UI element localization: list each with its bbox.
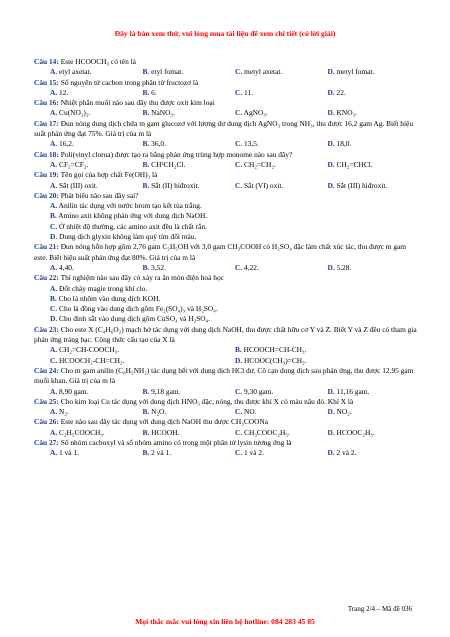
options-line bbox=[34, 304, 420, 314]
option-text: HCOOCH₂-CH=CH₂. bbox=[59, 355, 125, 365]
answer-option[interactable] bbox=[50, 222, 207, 231]
option-text: CF₂=CF₂. bbox=[59, 159, 89, 169]
option-letter: C. bbox=[50, 355, 58, 365]
options-row bbox=[34, 108, 420, 118]
options-row bbox=[34, 88, 420, 98]
options-row bbox=[34, 139, 420, 149]
question-text: Đun nóng hỗn hợp gồm 2,76 gam C₂H₅OH với 3,0 gam CH₃COOH có H₂SO₄ đặc làm chất xúc tác, thu được m gam este. Biết hiệu suất phản ứng đạt 80%. Giá trị của m là bbox=[34, 242, 407, 262]
option-letter: D. bbox=[327, 262, 335, 272]
question-stem bbox=[34, 150, 420, 160]
answer-option[interactable] bbox=[50, 387, 143, 397]
option-text: Cu(NO₃)₂. bbox=[59, 108, 91, 118]
option-letter: C. bbox=[235, 427, 243, 437]
option-text: NO. bbox=[244, 407, 257, 417]
answer-option[interactable] bbox=[50, 181, 143, 191]
option-text: 4,40. bbox=[59, 262, 74, 272]
option-text: N₂. bbox=[59, 407, 69, 417]
question-text: Cho este X (C₄H₆O₂) mạch hở tác dụng với dung dịch NaOH, thu được chất hữu cơ Y và Z. Biết Y và Z đều có tham gia phản ứng tráng bạc. Công thức cấu tạo của X là bbox=[34, 324, 417, 345]
question-label: Câu 17: bbox=[34, 118, 59, 128]
answer-option[interactable] bbox=[50, 356, 235, 366]
question-stem bbox=[34, 119, 420, 140]
answer-option[interactable] bbox=[235, 448, 328, 458]
option-letter: B. bbox=[142, 407, 150, 417]
option-text: CH³CH₂Cl. bbox=[151, 159, 186, 169]
answer-option[interactable] bbox=[50, 232, 196, 241]
option-letter: D. bbox=[327, 448, 335, 458]
question-23 bbox=[34, 325, 420, 366]
answer-option[interactable] bbox=[235, 139, 328, 149]
option-letter: D. bbox=[327, 159, 335, 169]
page-number: Trang 2/4 – Mã đề 036 bbox=[347, 605, 412, 613]
question-19 bbox=[34, 170, 420, 191]
option-text: Anilin tác dụng với nước brom tạo kết tủa trắng. bbox=[58, 201, 202, 211]
option-letter: D. bbox=[50, 314, 58, 324]
answer-option[interactable] bbox=[235, 263, 328, 273]
option-text: 13,5. bbox=[244, 139, 259, 149]
answer-option[interactable] bbox=[50, 67, 143, 77]
question-label: Câu 24: bbox=[34, 365, 59, 375]
option-letter: A. bbox=[50, 201, 58, 211]
option-letter: B. bbox=[142, 427, 150, 437]
answer-option[interactable] bbox=[143, 428, 236, 438]
option-text: NaNO₃. bbox=[151, 108, 175, 118]
option-letter: A. bbox=[50, 87, 58, 97]
question-24 bbox=[34, 366, 420, 397]
option-text: Đốt cháy magie trong khí clo. bbox=[59, 283, 148, 293]
option-letter: C. bbox=[235, 139, 243, 149]
options-row bbox=[34, 356, 420, 366]
question-stem bbox=[34, 98, 420, 108]
answer-option[interactable] bbox=[50, 448, 143, 458]
option-letter: A. bbox=[50, 139, 58, 149]
option-text: KNO₃. bbox=[336, 108, 357, 118]
option-text: 16,2. bbox=[59, 139, 74, 149]
question-15 bbox=[34, 78, 420, 99]
option-text: Sắt (VI) oxit. bbox=[244, 180, 284, 190]
option-letter: C. bbox=[235, 262, 243, 272]
answer-option[interactable] bbox=[235, 160, 328, 170]
option-text: 12. bbox=[59, 87, 69, 97]
answer-option[interactable] bbox=[328, 387, 421, 397]
option-letter: D. bbox=[235, 355, 243, 365]
option-letter: B. bbox=[142, 87, 150, 97]
option-text: Sắt (II) hiđroxit. bbox=[151, 180, 200, 190]
answer-option[interactable] bbox=[143, 181, 236, 191]
options-row bbox=[34, 345, 420, 355]
option-letter: B. bbox=[50, 293, 57, 303]
question-text: Este nào sau đây tác dụng với dung dịch NaOH thu được CH₃COONa bbox=[60, 417, 269, 427]
options-line bbox=[34, 232, 420, 242]
option-letter: A. bbox=[50, 345, 58, 355]
option-letter: A. bbox=[50, 180, 58, 190]
option-letter: D. bbox=[327, 67, 335, 77]
options-row bbox=[34, 181, 420, 191]
option-text: 36,0. bbox=[151, 139, 166, 149]
options-row bbox=[34, 428, 420, 438]
option-letter: C. bbox=[235, 159, 243, 169]
options-row bbox=[34, 407, 420, 417]
option-text: 2 và 2. bbox=[336, 448, 357, 458]
option-letter: A. bbox=[50, 427, 58, 437]
option-text: 2 và 1. bbox=[151, 448, 172, 458]
option-text: Ở nhiệt độ thường, các amino axit đều là chất rắn. bbox=[59, 221, 207, 231]
option-letter: D. bbox=[327, 87, 335, 97]
options-row bbox=[34, 448, 420, 458]
question-label: Câu 14: bbox=[34, 57, 59, 66]
options-line bbox=[34, 211, 420, 221]
option-text: etyl fomat. bbox=[151, 67, 184, 77]
options-row bbox=[34, 67, 420, 77]
answer-option[interactable] bbox=[143, 67, 236, 77]
option-letter: A. bbox=[50, 262, 58, 272]
question-stem bbox=[34, 170, 420, 180]
question-label: Câu 26: bbox=[34, 417, 59, 427]
question-26 bbox=[34, 417, 420, 438]
answer-option[interactable] bbox=[235, 387, 328, 397]
option-letter: B. bbox=[235, 345, 242, 355]
option-text: 11. bbox=[244, 87, 254, 97]
answer-option[interactable] bbox=[328, 448, 421, 458]
answer-option[interactable] bbox=[235, 428, 328, 438]
question-label: Câu 18: bbox=[34, 149, 59, 159]
question-label: Câu 19: bbox=[34, 170, 59, 180]
answer-option[interactable] bbox=[50, 407, 143, 417]
answer-option[interactable] bbox=[328, 263, 421, 273]
option-text: Sắt (III) oxit. bbox=[59, 180, 98, 190]
option-text: 11,16 gam. bbox=[336, 386, 370, 396]
answer-option[interactable] bbox=[328, 160, 421, 170]
question-text: Cho kim loại Cu tác dụng với dung dịch HNO₃ đặc, nóng, thu được khí X có màu nâu đỏ. Khí X là bbox=[60, 396, 354, 406]
option-letter: B. bbox=[50, 211, 57, 221]
option-text: Amino axit không phản ứng với dung dịch NaOH. bbox=[58, 211, 208, 221]
question-stem bbox=[34, 242, 420, 263]
answer-option[interactable] bbox=[143, 139, 236, 149]
answer-option[interactable] bbox=[50, 263, 143, 273]
option-text: 1 và 1. bbox=[59, 448, 79, 458]
question-label: Câu 25: bbox=[34, 396, 59, 406]
option-letter: D. bbox=[327, 139, 335, 149]
question-label: Câu 22: bbox=[34, 273, 59, 283]
question-text: Poli(vinyl clorua) được tạo ra bằng phản ứng trùng hợp monome nào sau đây? bbox=[60, 149, 293, 159]
question-16 bbox=[34, 98, 420, 119]
answer-option[interactable] bbox=[328, 67, 421, 77]
answer-option[interactable] bbox=[328, 108, 421, 118]
option-text: 9,30 gam. bbox=[244, 386, 274, 396]
answer-option[interactable] bbox=[50, 294, 160, 303]
option-letter: B. bbox=[142, 448, 150, 458]
option-letter: A. bbox=[50, 448, 58, 458]
options-line bbox=[34, 284, 420, 294]
option-text: 18,0. bbox=[336, 139, 352, 149]
question-text: Cho m gam anilin (C₆H₅NH₂) tác dụng hết với dung dịch HCl dư. Cô cạn dung dịch sau phản ứng, thu được 12,95 gam muối khan. Giá trị của m là bbox=[34, 365, 414, 386]
question-stem bbox=[34, 191, 420, 201]
answer-option[interactable] bbox=[328, 88, 421, 98]
question-text: Đun nóng dung dịch chứa m gam glucozơ với lượng dư dung dịch AgNO₃ trong NH₃, thu được 16,2 gam Ag. Biết hiệu suất phản ứng đạt 75%. Giá trị của m là bbox=[34, 118, 414, 139]
question-label: Câu 21: bbox=[34, 242, 59, 252]
option-text: HCOOH. bbox=[151, 427, 180, 437]
option-text: HCOOC(CH₃)=CH₂. bbox=[244, 355, 307, 365]
option-letter: C. bbox=[235, 108, 243, 118]
options-line bbox=[34, 201, 420, 211]
answer-option[interactable] bbox=[50, 428, 143, 438]
answer-option[interactable] bbox=[328, 139, 421, 149]
option-text: N₂O. bbox=[151, 407, 167, 417]
answer-option[interactable] bbox=[235, 181, 328, 191]
option-letter: C. bbox=[235, 67, 243, 77]
answer-option[interactable] bbox=[50, 160, 143, 170]
answer-option[interactable] bbox=[328, 407, 421, 417]
question-text: Số nguyên tử cacbon trong phân tử fructozơ là bbox=[60, 77, 199, 87]
question-text: Số nhóm cacboxyl và số nhóm amino có trong một phân tử lysin tương ứng là bbox=[60, 437, 292, 447]
answer-option[interactable] bbox=[50, 304, 218, 313]
question-21 bbox=[34, 242, 420, 273]
question-stem bbox=[34, 273, 420, 283]
question-stem bbox=[34, 397, 420, 407]
answer-option[interactable] bbox=[143, 108, 236, 118]
question-list bbox=[34, 57, 420, 459]
option-text: C₂H₅COOCH₃. bbox=[59, 427, 105, 437]
option-text: CH₂=CH-COOCH₃. bbox=[59, 345, 120, 355]
question-stem bbox=[34, 417, 420, 427]
preview-notice: Đây là bản xem thử, vui lòng mua tài liệu để xem chi tiết (có lời giải) bbox=[114, 29, 336, 38]
question-text: Nhiệt phân muối nào sau đây thu được oxit kim loại bbox=[60, 98, 215, 108]
option-text: NO₂. bbox=[336, 407, 352, 417]
option-letter: C. bbox=[235, 407, 243, 417]
question-label: Câu 16: bbox=[34, 98, 59, 108]
hotline-notice: Mọi thắc mắc vui lòng xin liên hệ hotline: 084 283 45 85 bbox=[135, 617, 315, 626]
option-text: AgNO₃. bbox=[243, 108, 268, 118]
options-line bbox=[34, 294, 420, 304]
answer-option[interactable] bbox=[235, 407, 328, 417]
option-text: CH₂=CHCl. bbox=[336, 159, 373, 169]
options-row bbox=[34, 387, 420, 397]
question-27 bbox=[34, 438, 420, 459]
answer-option[interactable] bbox=[50, 211, 207, 220]
option-letter: D. bbox=[327, 108, 335, 118]
answer-option[interactable] bbox=[50, 345, 235, 355]
question-text: Tên gọi của hợp chất Fe(OH)₃ là bbox=[60, 170, 158, 180]
answer-option[interactable] bbox=[235, 108, 328, 118]
option-text: Sắt (III) hiđroxit. bbox=[336, 180, 388, 190]
option-text: Cho đinh sắt vào dung dịch gồm CuSO₄ và H₂SO₄. bbox=[59, 314, 211, 324]
answer-option[interactable] bbox=[143, 160, 236, 170]
answer-option[interactable] bbox=[143, 263, 236, 273]
question-stem bbox=[34, 78, 420, 88]
option-letter: D. bbox=[327, 180, 335, 190]
answer-option[interactable] bbox=[50, 314, 210, 323]
question-text: Phát biểu nào sau đây sai? bbox=[60, 190, 139, 200]
answer-option[interactable] bbox=[235, 345, 420, 355]
option-text: 6. bbox=[151, 87, 157, 97]
option-letter: B. bbox=[142, 139, 150, 149]
option-text: 3,52. bbox=[151, 262, 166, 272]
option-text: CH₂=CH₂. bbox=[244, 159, 276, 169]
question-17 bbox=[34, 119, 420, 150]
option-letter: C. bbox=[50, 221, 58, 231]
option-letter: C. bbox=[235, 386, 243, 396]
question-14 bbox=[34, 57, 420, 78]
option-text: metyl axetat. bbox=[244, 67, 283, 77]
option-letter: A. bbox=[50, 283, 58, 293]
option-text: CH₃COOC₂H₅. bbox=[244, 427, 290, 437]
answer-option[interactable] bbox=[143, 407, 236, 417]
option-text: Cho lá nhôm vào dung dịch KOH. bbox=[58, 293, 161, 303]
options-row bbox=[34, 263, 420, 273]
option-text: 22. bbox=[336, 87, 346, 97]
option-letter: D. bbox=[50, 232, 58, 242]
question-18 bbox=[34, 150, 420, 171]
option-text: 4,22. bbox=[244, 262, 259, 272]
option-letter: A. bbox=[50, 108, 58, 118]
option-letter: C. bbox=[235, 180, 243, 190]
answer-option[interactable] bbox=[328, 428, 421, 438]
answer-option[interactable] bbox=[328, 181, 421, 191]
option-text: Cho lá đồng vào dung dịch gồm Fe₂(SO₄)₃ và H₂SO₄. bbox=[59, 304, 218, 314]
option-letter: B. bbox=[142, 67, 150, 77]
option-letter: B. bbox=[142, 386, 150, 396]
option-text: 1 và 2. bbox=[244, 448, 264, 458]
question-label: Câu 20: bbox=[34, 190, 59, 200]
option-text: metyl fomat. bbox=[336, 67, 375, 77]
answer-option[interactable] bbox=[50, 201, 202, 210]
option-letter: B. bbox=[142, 159, 150, 169]
answer-option[interactable] bbox=[235, 356, 420, 366]
question-stem bbox=[34, 438, 420, 448]
option-letter: C. bbox=[235, 87, 243, 97]
option-text: HCOOCH=CH-CH₃. bbox=[243, 345, 307, 355]
option-letter: D. bbox=[327, 386, 335, 396]
answer-option[interactable] bbox=[143, 448, 236, 458]
answer-option[interactable] bbox=[235, 67, 328, 77]
option-letter: C. bbox=[50, 304, 58, 314]
option-letter: B. bbox=[142, 108, 150, 118]
answer-option[interactable] bbox=[50, 88, 143, 98]
option-text: 9,18 gam. bbox=[151, 386, 181, 396]
answer-option[interactable] bbox=[235, 88, 328, 98]
question-label: Câu 23: bbox=[34, 324, 59, 334]
option-text: HCOOC₂H₅. bbox=[336, 427, 375, 437]
question-text: Thí nghiệm nào sau đây có xảy ra ăn mòn điện hoá học bbox=[60, 273, 224, 283]
question-25 bbox=[34, 397, 420, 418]
question-stem bbox=[34, 366, 420, 387]
option-text: Dung dịch glyxin không làm quỳ tím đổi màu. bbox=[59, 232, 197, 242]
question-label: Câu 27: bbox=[34, 437, 59, 447]
option-letter: D. bbox=[327, 427, 335, 437]
answer-option[interactable] bbox=[50, 108, 143, 118]
question-label: Câu 15: bbox=[34, 77, 59, 87]
answer-option[interactable] bbox=[143, 387, 236, 397]
question-stem bbox=[34, 325, 420, 346]
answer-option[interactable] bbox=[50, 139, 143, 149]
question-22 bbox=[34, 273, 420, 324]
option-letter: A. bbox=[50, 67, 58, 77]
question-text: Este HCOOCH₃ có tên là bbox=[60, 57, 136, 66]
option-letter: B. bbox=[142, 180, 150, 190]
question-stem bbox=[34, 57, 420, 67]
option-letter: A. bbox=[50, 386, 58, 396]
options-row bbox=[34, 160, 420, 170]
option-text: etyl axetat. bbox=[59, 67, 92, 77]
option-text: 5,28. bbox=[336, 262, 352, 272]
options-line bbox=[34, 314, 420, 324]
option-letter: D. bbox=[327, 407, 335, 417]
option-letter: C. bbox=[235, 448, 243, 458]
options-line bbox=[34, 222, 420, 232]
answer-option[interactable] bbox=[143, 88, 236, 98]
option-text: 8,90 gam. bbox=[59, 386, 89, 396]
question-20 bbox=[34, 191, 420, 242]
option-letter: A. bbox=[50, 159, 58, 169]
option-letter: B. bbox=[142, 262, 150, 272]
answer-option[interactable] bbox=[50, 284, 147, 293]
option-letter: A. bbox=[50, 407, 58, 417]
